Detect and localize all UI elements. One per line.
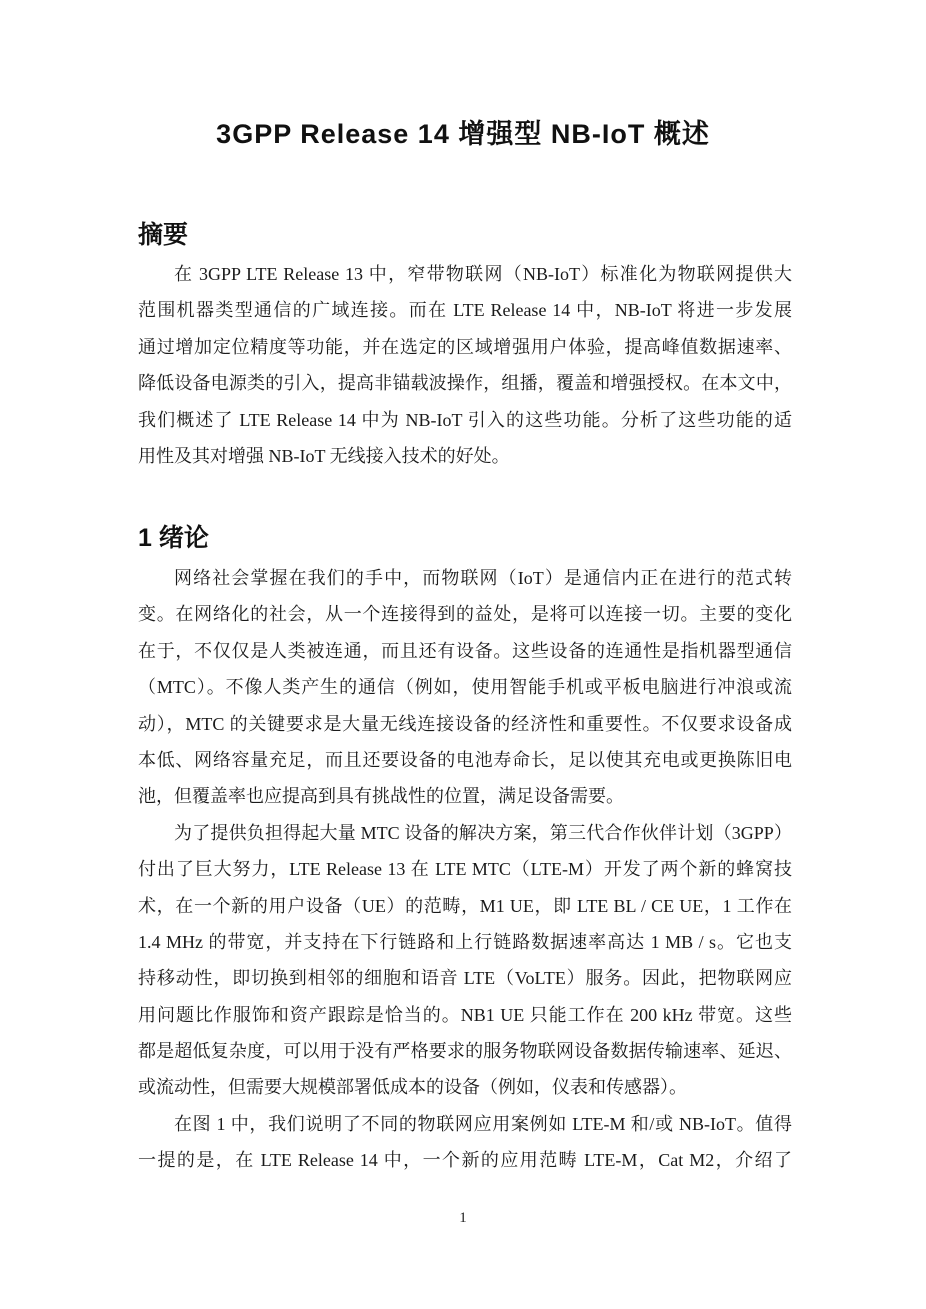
text-line: 用问题比作服饰和资产跟踪是恰当的。NB1 UE 只能工作在 200 kHz 带宽。这些 <box>138 1004 792 1025</box>
section-heading: 1 绪论 <box>138 524 209 552</box>
document-title: 3GPP Release 14 增强型 NB-IoT 概述 <box>216 119 710 149</box>
text-line: 通过增加定位精度等功能，并在选定的区域增强用户体验，提高峰值数据速率、 <box>138 336 792 357</box>
text-line: 持移动性，即切换到相邻的细胞和语音 LTE（VoLTE）服务。因此，把物联网应 <box>138 968 792 989</box>
text-line: 都是超低复杂度，可以用于没有严格要求的服务物联网设备数据传输速率、延迟、 <box>138 1041 792 1062</box>
text-line: 网络社会掌握在我们的手中，而物联网（IoT）是通信内正在进行的范式转 <box>174 568 792 588</box>
text-line: 为了提供负担得起大量 MTC 设备的解决方案，第三代合作伙伴计划（3GPP） <box>174 822 792 843</box>
text-line: 1.4 MHz 的带宽，并支持在下行链路和上行链路数据速率高达 1 MB / s。它也支 <box>138 931 792 952</box>
text-line: 池，但覆盖率也应提高到具有挑战性的位置，满足设备需要。 <box>138 786 624 807</box>
text-line: 或流动性，但需要大规模部署低成本的设备（例如，仪表和传感器）。 <box>138 1077 687 1098</box>
text-line: 我们概述了 LTE Release 14 中为 NB-IoT 引入的这些功能。分析了这些功能的适 <box>138 409 792 430</box>
text-line: （MTC）。不像人类产生的通信（例如，使用智能手机或平板电脑进行冲浪或流 <box>138 677 792 698</box>
text-line: 用性及其对增强 NB-IoT 无线接入技术的好处。 <box>138 445 510 466</box>
text-line: 在图 1 中，我们说明了不同的物联网应用案例如 LTE-M 和/或 NB-IoT。值得 <box>174 1113 792 1134</box>
text-line: 变。在网络化的社会，从一个连接得到的益处，是将可以连接一切。主要的变化 <box>138 604 792 625</box>
text-line: 降低设备电源类的引入，提高非锚载波操作，组播，覆盖和增强授权。在本文中， <box>138 373 792 394</box>
page-number: 1 <box>459 1210 467 1226</box>
abstract-heading: 摘要 <box>138 221 189 249</box>
text-line: 在 3GPP LTE Release 13 中，窄带物联网（NB-IoT）标准化为物联网提供大 <box>174 264 792 284</box>
text-line: 一提的是，在 LTE Release 14 中，一个新的应用范畴 LTE-M，Cat M2，介绍了 <box>138 1150 792 1171</box>
abstract-paragraph <box>138 256 792 474</box>
text-line: 付出了巨大努力，LTE Release 13 在 LTE MTC（LTE-M）开发了两个新的蜂窝技 <box>138 859 792 880</box>
text-line: 动），MTC 的关键要求是大量无线连接设备的经济性和重要性。不仅要求设备成 <box>138 713 792 734</box>
introduction-paragraphs <box>138 560 792 1179</box>
text-line: 本低、网络容量充足，而且还要设备的电池寿命长，足以使其充电或更换陈旧电 <box>138 749 792 770</box>
text-line: 范围机器类型通信的广域连接。而在 LTE Release 14 中，NB-IoT 将进一步发展 <box>138 300 792 321</box>
text-line: 在于，不仅仅是人类被连通，而且还有设备。这些设备的连通性是指机器型通信 <box>138 640 792 661</box>
text-line: 术，在一个新的用户设备（UE）的范畴，M1 UE，即 LTE BL / CE UE，1 工作在 <box>138 895 792 916</box>
